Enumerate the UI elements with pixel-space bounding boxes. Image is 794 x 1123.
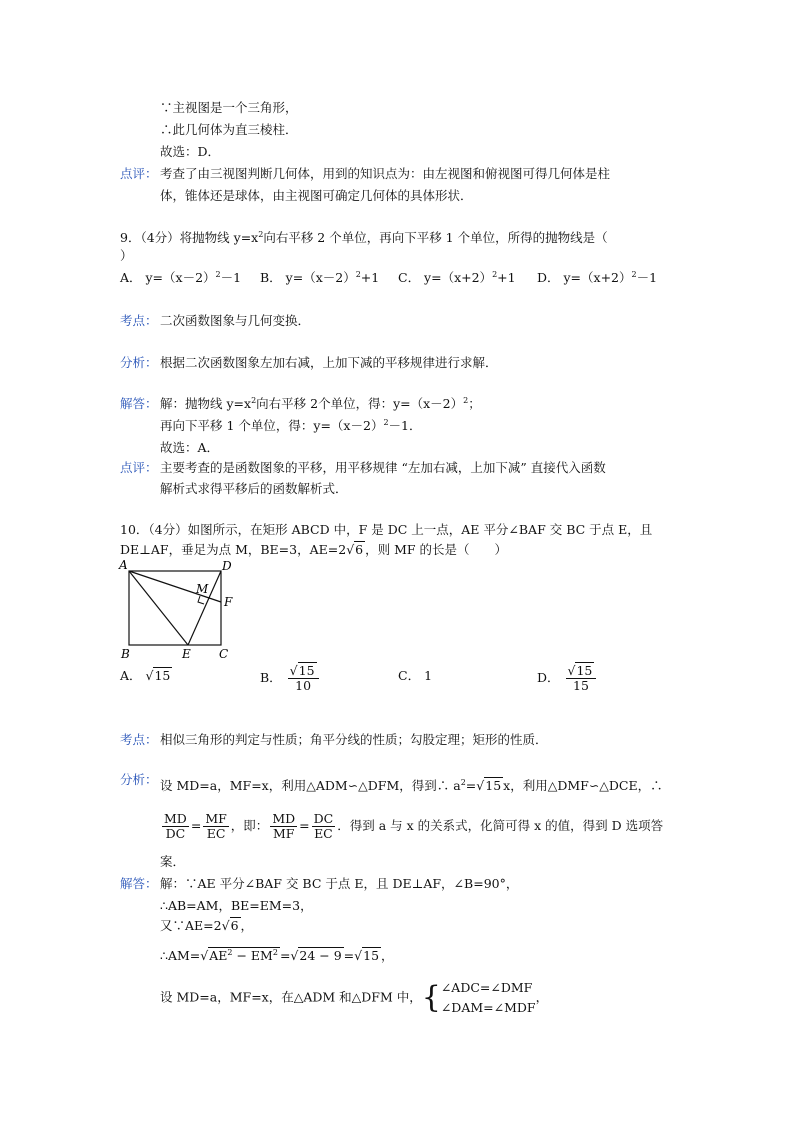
text-line: 又∵AE=2√6 ，: [160, 918, 254, 933]
fraction: $\frac{MD}{DC}$: [164, 811, 187, 841]
comment-label: 点评：: [120, 166, 158, 181]
equation-system: ∠ADC=∠DMF ∠DAM=∠MDF: [440, 980, 536, 1015]
fenxi-label: 分析：: [120, 355, 158, 370]
sqrt: √24 − 9: [290, 948, 342, 963]
text-line: 根据二次函数图象左加右减，上加下减的平移规律进行求解．: [160, 355, 498, 370]
text-line: DE⊥AF，垂足为点 M，BE=3，AE=2√6 ，则 MF 的长是（ ）: [120, 542, 508, 557]
option-c: C． $y=(x+2)^2+1$: [398, 269, 516, 285]
label-a: A: [119, 558, 128, 572]
sqrt: √6: [346, 542, 364, 557]
fraction: $\frac{√15}{15}$: [566, 664, 597, 693]
text-line: ∴此几何体为直三棱柱．: [160, 122, 298, 137]
option-a: A． $y=(x-2)^2-1$: [120, 269, 242, 285]
label-b: B: [121, 647, 130, 660]
question-9-stem: 9．（4分）将抛物线 $y=x^2$向右平移 2 个单位，再向下平移 1 个单位，所得的抛物线是（: [120, 229, 608, 245]
fraction: $\frac{MD}{MF}$: [272, 811, 296, 841]
text-line: ）: [120, 248, 133, 263]
sqrt: √15: [354, 948, 380, 963]
text-line: 解析式求得平移后的函数解析式．: [160, 481, 348, 496]
jieda-label: 解答：: [120, 396, 158, 411]
option-c: C． 1: [398, 668, 433, 683]
fraction: $\frac{√15}{10}$: [288, 664, 319, 693]
jieda-label: 解答：: [120, 876, 158, 891]
geometry-figure: [118, 558, 248, 660]
text-line: 解：∵AE 平分∠BAF 交 BC 于点 E，且 DE⊥AF，∠B=90°，: [160, 876, 519, 891]
text-line: 案．: [160, 854, 186, 869]
text-line: 主要考查的是函数图象的平移，用平移规律 “左加右减，上加下减” 直接代入函数: [160, 460, 606, 475]
sqrt: √15: [476, 778, 502, 793]
comment-label: 点评：: [120, 460, 158, 475]
segment-ae: [129, 571, 188, 645]
option-a: A． √15: [120, 668, 171, 683]
text-line: 再向下平移 1 个单位，得：$y=(x-2)^2-1$．: [160, 417, 422, 433]
question-10-stem: 10．（4分）如图所示，在矩形 ABCD 中，F 是 DC 上一点，AE 平分∠BAF 交 BC 于点 E，且: [120, 522, 653, 537]
text-line: 考查了由三视图判断几何体，用到的知识点为：由左视图和俯视图可得几何体是柱: [160, 166, 611, 181]
text-line: ∴AB=AM，BE=EM=3，: [160, 898, 313, 913]
sqrt: √15: [145, 668, 171, 683]
text-line: 设 MD=a，MF=x，利用△ADM∽△DFM，得到∴ $a^2=√15$ x，利用△DMF∽△DCE，∴: [160, 777, 663, 793]
label-d: D: [222, 559, 232, 573]
text-line: 设 MD=a，MF=x，在△ADM 和△DFM 中，{ ∠ADC=∠DMF ∠DAM=∠MDF ，: [160, 978, 548, 1018]
text-line: 故选：D．: [160, 144, 221, 159]
text-line: $\frac{MD}{DC}$ = $\frac{MF}{EC}$ ，即： $\frac{MD}{MF}$ = $\frac{DC}{EC}$ ．得到 a 与 x 的关系式，化简可得 x 的值，得到 D 选项答: [164, 811, 664, 841]
label-m: M: [196, 582, 209, 596]
right-angle-mark: [198, 596, 204, 604]
option-b: B． $\frac{√15}{10}$: [260, 664, 321, 693]
text-line: 相似三角形的判定与性质；角平分线的性质；勾股定理；矩形的性质．: [160, 732, 548, 747]
label-e: E: [182, 647, 191, 660]
text-line: 体，锥体还是球体，由主视图可确定几何体的具体形状．: [160, 188, 473, 203]
label-c: C: [219, 647, 229, 660]
label-f: F: [224, 595, 233, 609]
kaodian-label: 考点：: [120, 313, 158, 328]
text-line: ∵主视图是一个三角形，: [160, 100, 298, 115]
text-line: 解：抛物线 $y=x^2$向右平移 2个单位，得：$y=(x-2)^2$；: [160, 395, 481, 411]
kaodian-label: 考点：: [120, 732, 158, 747]
sqrt: √6: [221, 918, 239, 933]
fraction: $\frac{DC}{EC}$: [313, 811, 334, 841]
text-line: $\therefore AM=√AE^2 - EM^2 =√24 - 9 =√15$ ，: [160, 947, 394, 963]
text-line: 故选：A．: [160, 440, 220, 455]
fraction: $\frac{MF}{EC}$: [205, 811, 227, 841]
option-d: D． $\frac{√15}{15}$: [537, 664, 598, 693]
fenxi-label: 分析：: [120, 772, 158, 787]
option-d: D． $y=(x+2)^2-1$: [537, 269, 658, 285]
text-line: 二次函数图象与几何变换．: [160, 313, 311, 328]
option-b: B． $y=(x-2)^2+1$: [260, 269, 380, 285]
brace: {: [421, 980, 441, 1015]
sqrt: $√AE^2 - EM^2$: [200, 947, 278, 963]
